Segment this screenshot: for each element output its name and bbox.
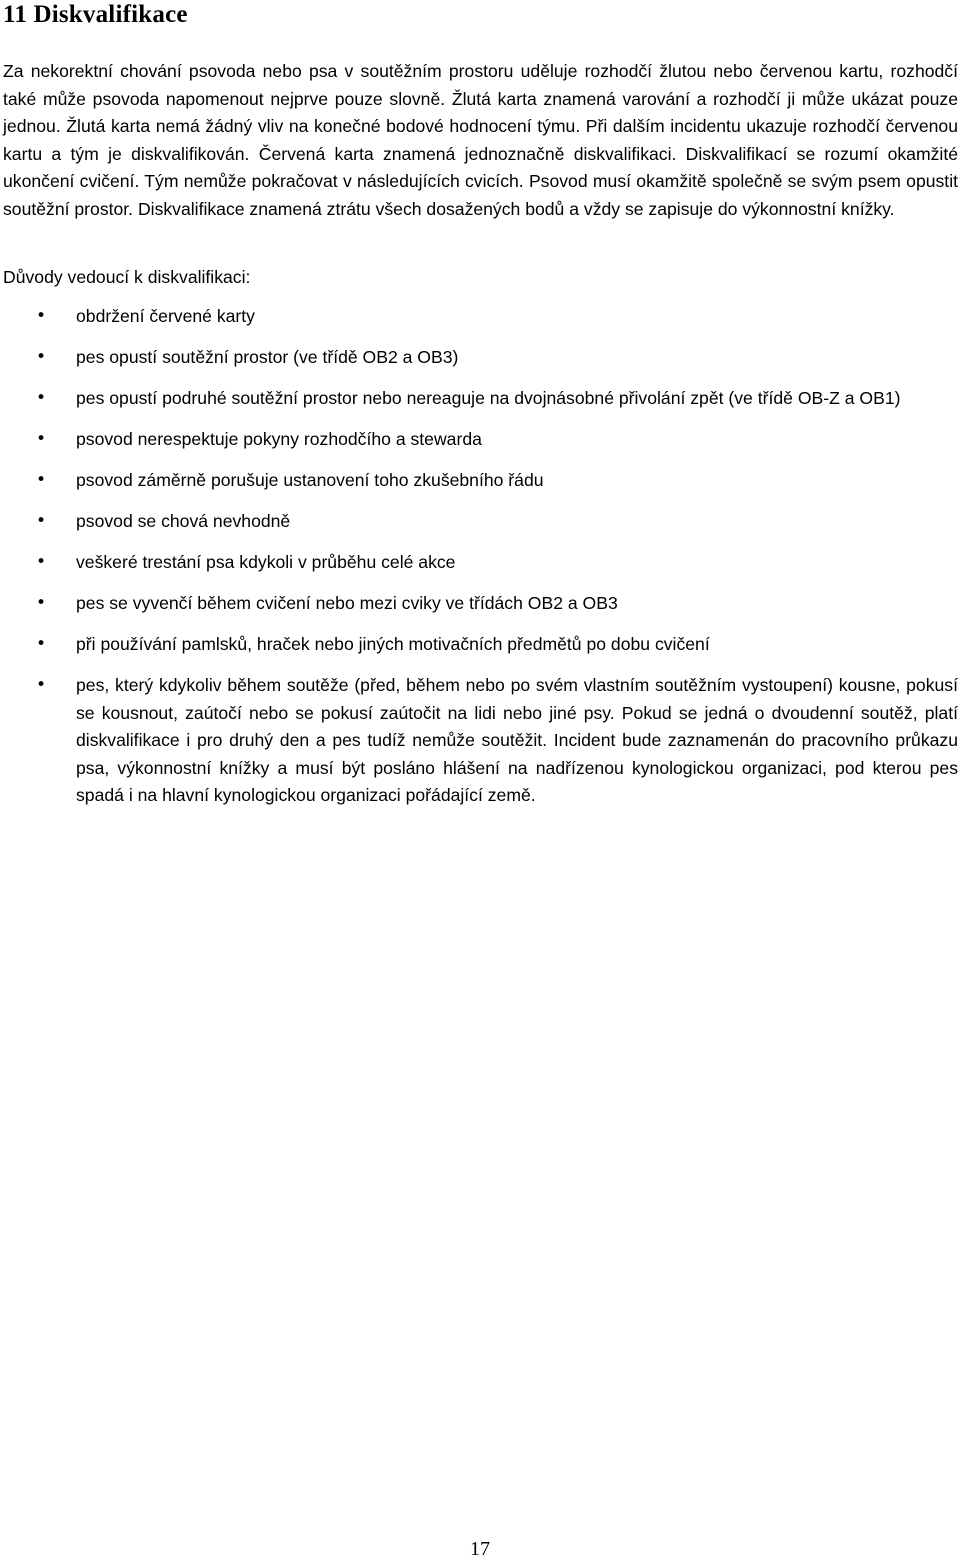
reason-text: při používání pamlsků, hraček nebo jiných motivačních předmětů po dobu cvičení [76,634,710,654]
reason-text: psovod záměrně porušuje ustanovení toho zkušebního řádu [76,470,544,490]
bullet-icon: • [36,552,47,572]
bullet-icon: • [36,347,47,367]
reasons-list [0,303,960,823]
reason-list-item [0,426,958,454]
reason-list-item [0,631,958,659]
reason-list-item [0,467,958,495]
bullet-icon: • [36,675,47,695]
reason-text: pes, který kdykoliv během soutěže (před, během nebo po svém vlastním soutěžním vystoupení) kousne, pokusí se kousnout, zaútočí nebo se pokusí zaútočit na lidi nebo jiné psy. Pokud se jedná o dvoudenní soutěž, platí diskvalifikace i pro druhý den a pes tudíž nemůže soutěžit. Incident bude zaznamenán do pracovního průkazu psa, výkonnostní knížky a musí být posláno hlášení na nadřízenou kynologickou organizaci, pod kterou pes spadá i na hlavní kynologickou organizaci pořádající země. [76,675,958,805]
reason-text: pes opustí soutěžní prostor (ve třídě OB2 a OB3) [76,347,459,367]
reason-list-item [0,344,958,372]
reason-text: veškeré trestání psa kdykoli v průběhu celé akce [76,552,456,572]
bullet-icon: • [36,634,47,654]
bullet-icon: • [36,511,47,531]
bullet-icon: • [36,388,47,408]
reason-text: psovod se chová nevhodně [76,511,291,531]
reason-list-item [0,590,958,618]
reason-list-item [0,385,958,413]
intro-paragraph: Za nekorektní chování psovoda nebo psa v soutěžním prostoru uděluje rozhodčí žlutou nebo červenou kartu, rozhodčí také může psovoda napomenout nejprve pouze slovně. Žlutá karta znamená varování a rozhodčí ji může ukázat pouze jednou. Žlutá karta nemá žádný vliv na konečné bodové hodnocení týmu. Při dalším incidentu ukazuje rozhodčí červenou kartu a tým je diskvalifikován. Červená karta znamená jednoznačně diskvalifikaci. Diskvalifikací se rozumí okamžité ukončení cvičení. Tým nemůže pokračovat v následujících cvicích. Psovod musí okamžitě společně se svým psem opustit soutěžní prostor. Diskvalifikace znamená ztrátu všech dosažených bodů a vždy se zapisuje do výkonnostní knížky. [3,61,958,219]
bullet-icon: • [36,593,47,613]
bullet-icon: • [36,429,47,449]
bullet-icon: • [36,470,47,490]
reasons-title: Důvody vedoucí k diskvalifikaci: [3,267,251,287]
page-number: 17 [470,1538,490,1560]
reason-text: pes opustí podruhé soutěžní prostor nebo nereaguje na dvojnásobné přivolání zpět (ve třídě OB-Z a OB1) [76,388,901,408]
reason-text: psovod nerespektuje pokyny rozhodčího a stewarda [76,429,482,449]
reason-text: pes se vyvenčí během cvičení nebo mezi cviky ve třídách OB2 a OB3 [76,593,618,613]
reason-list-item [0,549,958,577]
reason-text: obdržení červené karty [76,306,255,326]
section-heading: 11 Diskvalifikace [3,1,188,28]
reason-list-item [0,672,958,810]
bullet-icon: • [36,306,47,326]
reason-list-item [0,508,958,536]
reason-list-item [0,303,958,331]
